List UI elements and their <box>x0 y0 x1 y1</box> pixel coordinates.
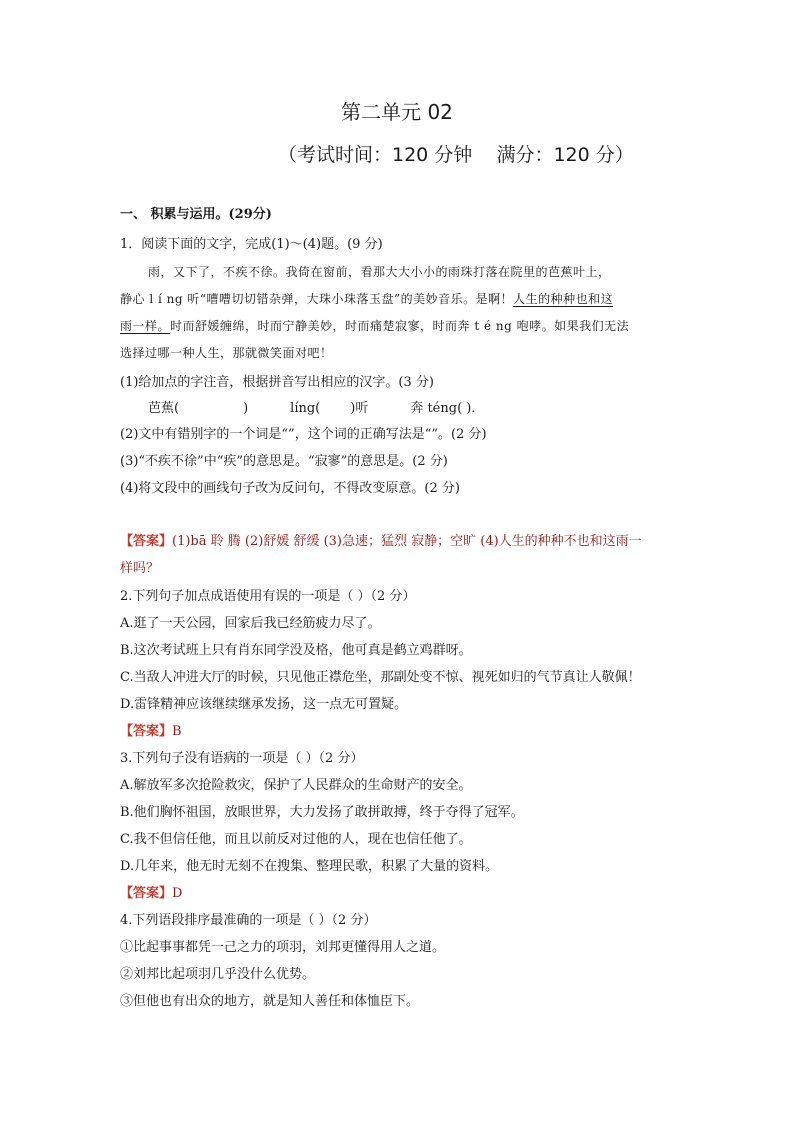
page-title: 第二单元 02 <box>341 100 453 124</box>
question-2-option-d: D.雷锋精神应该继续继承发扬，这一点无可置疑。 <box>120 697 408 712</box>
fill-blanks-row: 芭蕉( ) líng( )听 奔 téng( )． <box>148 401 485 416</box>
question-4-item-2: ②刘邦比起项羽几乎没什么优势。 <box>120 967 316 982</box>
underlined-sentence-part-2: 雨一样。 <box>120 319 171 333</box>
exam-info: （考试时间：120 分钟 满分：120 分） <box>278 144 634 166</box>
sub-question-3: (3)“不疾不徐”中“疾”的意思是。“寂寥”的意思是。(2 分) <box>120 454 448 469</box>
answer-label: 【答案】 <box>120 724 173 739</box>
answer-value: D <box>172 886 183 901</box>
fill-blank-2: líng( <box>290 401 321 416</box>
answer-value: B <box>172 724 182 739</box>
question-4-item-1: ①比起事事都凭一己之力的项羽，刘邦更懂得用人之道。 <box>120 940 446 955</box>
passage-line-3-text: 时而舒媛缠绵，时而宁静美妙，时而痛楚寂寥，时而奔 t é ng 咆哮。如果我们无法 <box>170 319 630 333</box>
question-2-option-a: A.逛了一天公园，回家后我已经筋疲力尽了。 <box>120 616 381 631</box>
fill-blank-3: 奔 téng( )． <box>410 401 485 416</box>
answer-label: 【答案】 <box>120 534 173 549</box>
answer-1 <box>120 533 642 551</box>
question-4-item-3: ③但他也有出众的地方，就是知人善任和体恤臣下。 <box>120 994 420 1009</box>
answer-2 <box>120 723 182 741</box>
question-3-stem: 3.下列句子没有语病的一项是（ ）（2 分） <box>120 751 364 766</box>
underlined-sentence-part-1: 人生的种种也和这 <box>513 292 614 306</box>
answer-1-continued: 样吗？ <box>120 561 160 576</box>
question-2-option-c: C.当敌人冲进大厅的时候，只见他正襟危坐，那副处变不惊、视死如归的气节真让人敬佩！ <box>120 670 641 685</box>
passage-line-1: 雨，又下了，不疾不徐。我倚在窗前，看那大大小小的雨珠打落在院里的芭蕉叶上， <box>148 265 611 279</box>
sub-question-1: (1)给加点的字注音，根据拼音写出相应的汉字。(3 分) <box>120 375 434 390</box>
sub-question-2: (2)文中有错别字的一个词是“”，这个词的正确写法是“”。(2 分) <box>120 427 487 442</box>
passage-line-2-text: 静心 l í ng 听“嘈嘈切切错杂弹，大珠小珠落玉盘”的美妙音乐。是啊！ <box>120 292 514 306</box>
question-1-stem: 1．阅读下面的文字，完成(1)～(4)题。(9 分) <box>120 237 383 252</box>
fill-blank-1: 芭蕉( <box>148 401 180 416</box>
question-2-option-b: B.这次考试班上只有肖东同学没及格，他可真是鹤立鸡群呀。 <box>120 643 472 658</box>
answer-label: 【答案】 <box>120 886 173 901</box>
passage-line-3 <box>120 317 629 335</box>
question-3-option-b: B.他们胸怀祖国，放眼世界，大力发扬了敢拼敢搏，终于夺得了冠军。 <box>120 805 524 820</box>
answer-3 <box>120 885 182 903</box>
answer-text: (1)bā 聆 腾 (2)舒媛 舒缓 (3)急速；猛烈 寂静；空旷 (4)人生的种种不也和这雨一 <box>172 534 642 549</box>
passage-line-4: 选择过哪一种人生，那就微笑面对吧！ <box>120 346 333 360</box>
sub-question-4: (4)将文段中的画线句子改为反问句，不得改变原意。(2 分) <box>120 481 460 496</box>
question-3-option-a: A.解放军多次抢险救灾，保护了人民群众的生命财产的安全。 <box>120 778 472 793</box>
question-4-stem: 4.下列语段排序最准确的一项是（ ）（2 分） <box>120 913 377 928</box>
question-3-option-d: D.几年来，他无时无刻不在搜集、整理民歌，积累了大量的资料。 <box>120 859 499 874</box>
question-3-option-c: C.我不但信任他，而且以前反对过他的人，现在也信任他了。 <box>120 832 472 847</box>
section-heading: 一、 积累与运用。(29分) <box>120 207 272 222</box>
question-2-stem: 2.下列句子加点成语使用有误的一项是（ ）（2 分） <box>120 589 416 604</box>
passage-line-2 <box>120 290 613 308</box>
